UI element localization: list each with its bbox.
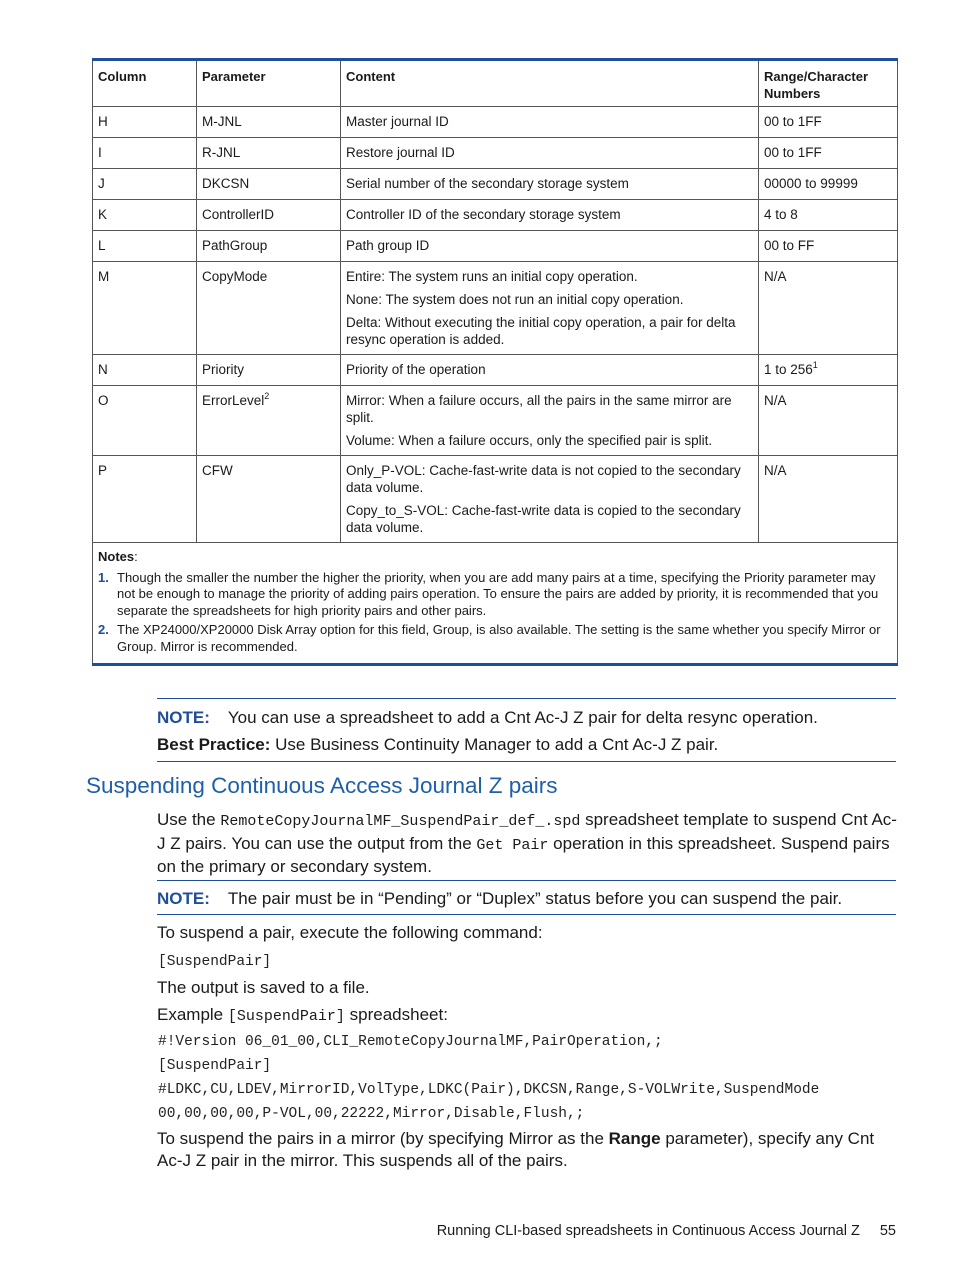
cell-parameter (197, 200, 341, 231)
note-label: NOTE: (157, 889, 210, 908)
cell-content (341, 355, 759, 386)
header-parameter: Parameter (197, 60, 341, 107)
range-value: N/A (764, 269, 787, 284)
example-text: spreadsheet: (344, 1005, 448, 1024)
content-paragraph: Entire: The system runs an initial copy operation. (346, 269, 638, 284)
content-paragraph: Master journal ID (346, 114, 449, 129)
parameter-name: Priority (202, 362, 245, 377)
note-number: 1. (98, 569, 109, 585)
note-number: 2. (98, 622, 109, 637)
note-box-delta-resync (157, 698, 896, 762)
footnote-ref: 1 (812, 359, 818, 370)
cell-column: K (93, 200, 197, 231)
cell-parameter (197, 355, 341, 386)
cell-content (341, 231, 759, 262)
header-content: Content (341, 60, 759, 107)
cell-parameter (197, 138, 341, 169)
table-row (93, 456, 898, 543)
intro-text: Use the (157, 810, 221, 829)
content-paragraph: Serial number of the secondary storage system (346, 176, 629, 191)
best-practice-label: Best Practice: (157, 735, 271, 754)
range-value: 00 to 1FF (764, 145, 822, 160)
cell-range (759, 262, 898, 355)
get-pair-code: Get Pair (476, 836, 549, 854)
notes-colon: : (134, 549, 138, 564)
footnote-ref: 2 (264, 390, 270, 401)
parameter-name: CFW (202, 463, 233, 478)
section-intro-paragraph (157, 809, 897, 878)
parameter-name: M-JNL (202, 114, 242, 129)
content-paragraph: Controller ID of the secondary storage system (346, 207, 621, 222)
output-saved-text: The output is saved to a file. (157, 978, 370, 997)
cell-column: O (93, 386, 197, 456)
best-practice-text: Use Business Continuity Manager to add a Cnt Ac-J Z pair. (270, 735, 719, 754)
note-item (98, 570, 892, 620)
notes-heading (98, 549, 892, 566)
cell-range (759, 200, 898, 231)
command-code: [SuspendPair] (158, 954, 272, 970)
content-paragraph: Path group ID (346, 238, 430, 253)
cell-parameter (197, 262, 341, 355)
page-number: 55 (879, 1223, 896, 1239)
table-row (93, 386, 898, 456)
table-row (93, 169, 898, 200)
range-value: N/A (764, 393, 787, 408)
footer-chapter-title: Running CLI-based spreadsheets in Continuous Access Journal Z (436, 1223, 860, 1239)
example-code-inline: [SuspendPair] (227, 1008, 345, 1025)
cell-parameter (197, 169, 341, 200)
table-row (93, 231, 898, 262)
cell-column: J (93, 169, 197, 200)
parameter-name: DKCSN (202, 176, 250, 191)
note-text: Though the smaller the number the higher the priority, when you are add many pairs at a time, specifying the Priority parameter may not be enough to manage the priority of adding pairs operation. To ensure the pairs are added by priority, it is recommended that you separate the spreadsheets for high priority pairs and other pairs. (117, 569, 879, 618)
cell-parameter (197, 231, 341, 262)
table-header-row (93, 60, 898, 107)
header-column: Column (93, 60, 197, 107)
range-keyword: Range (608, 1129, 661, 1148)
cell-range (759, 386, 898, 456)
cell-content (341, 386, 759, 456)
note-text: You can use a spreadsheet to add a Cnt Ac-J Z pair for delta resync operation. (227, 708, 818, 727)
cell-content (341, 107, 759, 138)
table-row (93, 262, 898, 355)
cell-content (341, 200, 759, 231)
note-item (98, 622, 892, 655)
cell-range (759, 231, 898, 262)
cell-content (341, 262, 759, 355)
content-paragraph: Restore journal ID (346, 145, 455, 160)
note-label: NOTE: (157, 708, 210, 727)
content-paragraph: None: The system does not run an initial copy operation. (346, 292, 684, 307)
parameter-name: PathGroup (202, 238, 268, 253)
parameter-name: CopyMode (202, 269, 268, 284)
content-paragraph: Mirror: When a failure occurs, all the pairs in the same mirror are split. (346, 393, 732, 425)
final-text: To suspend the pairs in a mirror (by specifying Mirror as the (157, 1129, 609, 1148)
cell-column: N (93, 355, 197, 386)
cell-parameter (197, 386, 341, 456)
code-line: #LDKC,CU,LDEV,MirrorID,VolType,LDKC(Pair),DKCSN,Range,S-VOLWrite,SuspendMode (158, 1082, 820, 1098)
cell-column: M (93, 262, 197, 355)
cell-column: I (93, 138, 197, 169)
content-paragraph: Only_P-VOL: Cache-fast-write data is not copied to the secondary data volume. (346, 463, 741, 495)
code-line: [SuspendPair] (158, 1058, 272, 1074)
cell-content (341, 138, 759, 169)
cell-column: H (93, 107, 197, 138)
cell-range (759, 138, 898, 169)
note-text: The pair must be in “Pending” or “Duplex” status before you can suspend the pair. (227, 889, 843, 908)
cell-parameter (197, 456, 341, 543)
parameter-name: ErrorLevel (202, 393, 265, 408)
content-paragraph: Volume: When a failure occurs, only the specified pair is split. (346, 433, 713, 448)
notes-title: Notes (98, 549, 135, 564)
cell-parameter (197, 107, 341, 138)
cell-range (759, 456, 898, 543)
parameter-table (92, 58, 898, 666)
code-line: #!Version 06_01_00,CLI_RemoteCopyJournalMF,PairOperation,; (158, 1034, 663, 1050)
intro-text: spreadsheet template to suspend Cnt Ac-J Z pairs. You can use the output from the (157, 810, 897, 853)
content-paragraph: Priority of the operation (346, 362, 486, 377)
parameter-name: ControllerID (202, 207, 275, 222)
example-heading (157, 1004, 897, 1028)
header-range: Range/Character Numbers (759, 60, 898, 107)
note-box-pair-status (157, 880, 896, 915)
range-value: 00 to 1FF (764, 114, 822, 129)
cell-column: P (93, 456, 197, 543)
table-row (93, 200, 898, 231)
parameter-name: R-JNL (202, 145, 241, 160)
section-title: Suspending Continuous Access Journal Z pairs (86, 773, 558, 798)
cell-range (759, 169, 898, 200)
command-intro: To suspend a pair, execute the following command: (157, 923, 543, 942)
template-filename: RemoteCopyJournalMF_SuspendPair_def_.spd (220, 813, 581, 830)
cell-range (759, 107, 898, 138)
note-text: The XP24000/XP20000 Disk Array option for this field, Group, is also available. The setting is the same whether you specify Mirror or Group. Mirror is recommended. (117, 622, 881, 654)
example-text: Example (157, 1005, 228, 1024)
table-row (93, 138, 898, 169)
range-value: 00000 to 99999 (764, 176, 858, 191)
notes-row (93, 543, 898, 665)
cell-range (759, 355, 898, 386)
cell-column: L (93, 231, 197, 262)
range-value: 00 to FF (764, 238, 815, 253)
page-footer (437, 1223, 896, 1239)
final-paragraph (157, 1128, 892, 1171)
intro-text: operation in this spreadsheet. Suspend pairs on the primary or secondary system. (157, 833, 890, 876)
table-row (93, 107, 898, 138)
cell-content (341, 169, 759, 200)
notes-cell (93, 543, 898, 665)
range-value: N/A (764, 463, 787, 478)
code-line: 00,00,00,00,P-VOL,00,22222,Mirror,Disable,Flush,; (158, 1106, 585, 1122)
content-paragraph: Delta: Without executing the initial copy operation, a pair for delta resync operation is added. (346, 315, 736, 347)
final-text: parameter), specify any Cnt Ac-J Z pair in the mirror. This suspends all of the pairs. (157, 1129, 875, 1170)
table-row (93, 355, 898, 386)
content-paragraph: Copy_to_S-VOL: Cache-fast-write data is copied to the secondary data volume. (346, 503, 741, 535)
cell-content (341, 456, 759, 543)
range-value: 1 to 256 (764, 362, 813, 377)
range-value: 4 to 8 (764, 207, 798, 222)
